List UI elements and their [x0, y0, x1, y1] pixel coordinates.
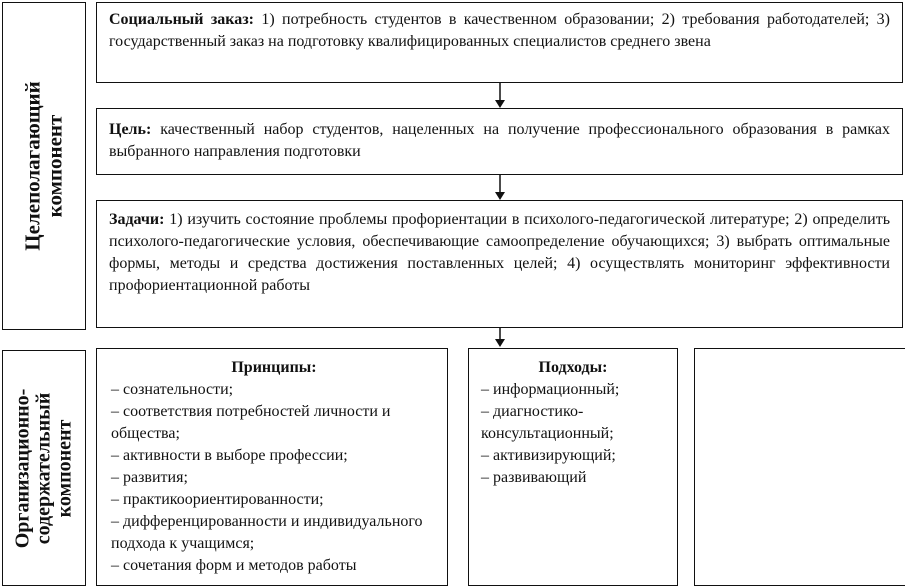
principle-item: – развития; [111, 469, 188, 486]
tasks-label: Задачи: [109, 211, 165, 228]
approach-item: – развивающий [481, 469, 587, 486]
arrowhead-tasks [495, 192, 505, 200]
arrowhead-approaches [495, 339, 505, 347]
approaches-box [468, 348, 678, 586]
principles-box [96, 348, 448, 586]
organizational-component-box [2, 350, 86, 586]
principle-item: – активности в выборе профессии; [111, 447, 348, 464]
principles-title: Принципы: [231, 359, 317, 376]
approach-item: – информационный; [481, 381, 620, 398]
approach-item: – активизирующий; [481, 447, 616, 464]
principle-item: – сочетания форм и методов работы [111, 557, 357, 574]
tasks-text: Задачи: 1) изучить состояние проблемы профориентации в психолого-педагогической литературе; 2) определить психолого-педагогические условия, обеспечивающие самоопределение обучающихся; 3) выбрать оптимальные формы, методы и средства достижения поставленных целей; 4) осуществлять мониторинг эффективности профориентационной работы [109, 211, 890, 294]
goal-text: Цель: качественный набор студентов, нацеленных на получение профессионального образования в рамках выбранного направления подготовки [109, 121, 890, 160]
principle-item: – соответствия потребностей личности и общества; [111, 403, 391, 442]
approach-item: – диагностико-консультационный; [481, 403, 614, 442]
social-order-box [96, 2, 903, 83]
approaches-title: Подходы: [538, 359, 608, 376]
principle-item: – дифференцированности и индивидуального подхода к учащимся; [111, 513, 423, 552]
principle-item: – сознательности; [111, 381, 234, 398]
tasks-box [96, 200, 903, 328]
arrowhead-goal [495, 100, 505, 108]
social-order-label: Социальный заказ: [109, 11, 255, 28]
goal-label: Цель: [109, 121, 152, 138]
principle-item: – практикоориентированности; [111, 491, 324, 508]
goal-setting-component-title: Целеполагающий компонент [21, 81, 67, 251]
empty-box [694, 348, 905, 586]
social-order-text: Социальный заказ: 1) потребность студентов в качественном образовании; 2) требования работодателей; 3) государственный заказ на подготовку квалифицированных специалистов среднего звена [109, 11, 890, 50]
organizational-component-title: Организационно- содержательный компонент [11, 388, 76, 548]
goal-box [96, 108, 903, 175]
goal-setting-component-box [2, 2, 86, 330]
